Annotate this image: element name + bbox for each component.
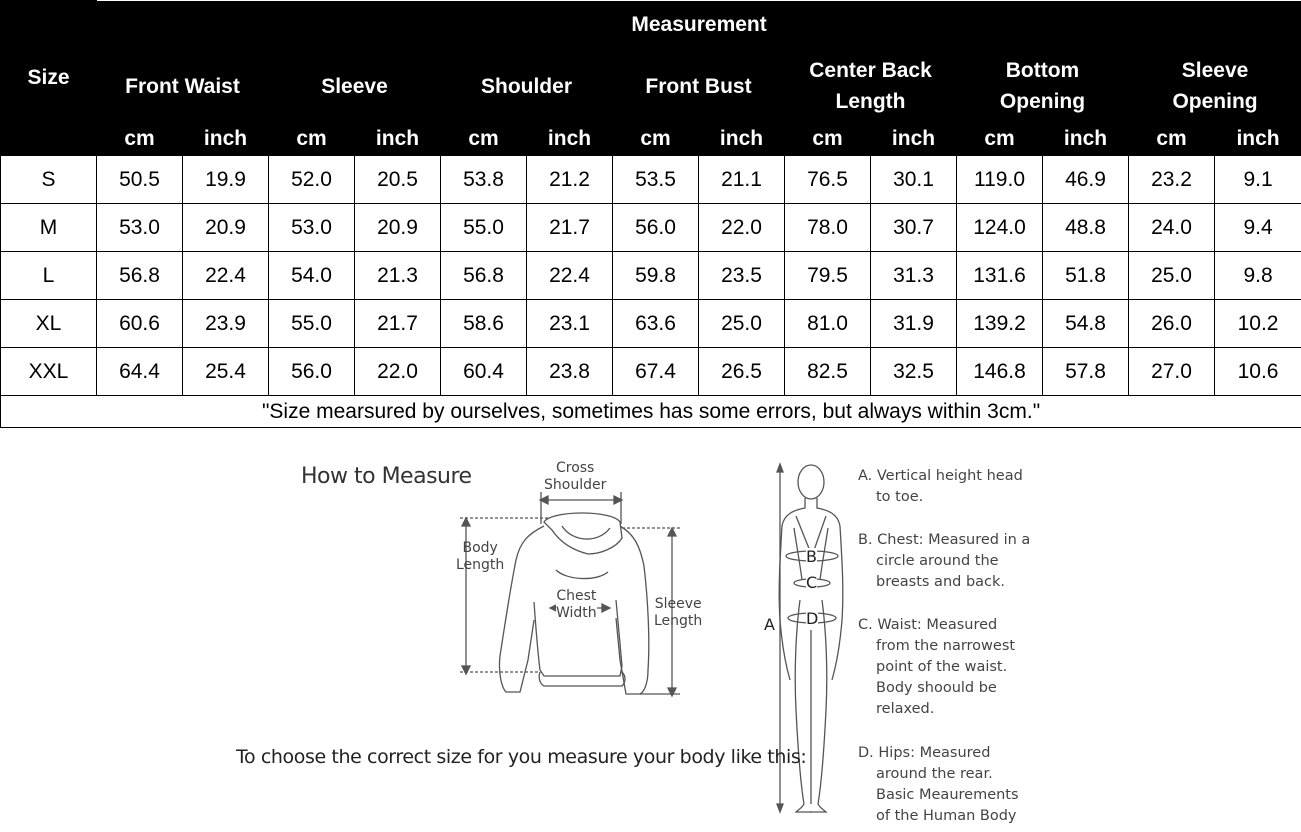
how-to-measure-section (0, 430, 1301, 832)
measurement-note: A. Vertical height head to toe. (858, 468, 1023, 505)
measurement-cell: 79.5 (785, 252, 871, 300)
unit-inch-header: inch (1215, 123, 1301, 156)
size-cell: XXL (1, 348, 97, 396)
sleeve-length-label: Sleeve Length (654, 596, 703, 629)
chest-width-label: Chest Width (556, 588, 597, 621)
choose-size-instruction: To choose the correct size for you measure your body like this: (236, 746, 807, 768)
measurement-cell: 25.0 (1129, 252, 1215, 300)
measurement-cell: 31.9 (871, 300, 957, 348)
measurement-cell: 22.0 (699, 204, 785, 252)
measurement-cell: 9.1 (1215, 156, 1301, 204)
measurement-cell: 53.0 (269, 204, 355, 252)
measurement-cell: 21.2 (527, 156, 613, 204)
measurement-diagram (0, 430, 1301, 832)
unit-inch-header: inch (355, 123, 441, 156)
group-header: Sleeve (269, 50, 441, 123)
measurement-cell: 26.5 (699, 348, 785, 396)
measurement-note: D. Hips: Measured around the rear. Basic Meaurements of the Human Body (858, 745, 1019, 824)
measurement-cell: 124.0 (957, 204, 1043, 252)
group-header: Bottom Opening (957, 50, 1129, 123)
measurement-cell: 30.7 (871, 204, 957, 252)
size-header: Size (1, 1, 97, 156)
figure-label-d: D (806, 609, 819, 628)
measurement-cell: 56.0 (613, 204, 699, 252)
size-cell: XL (1, 300, 97, 348)
measurement-cell: 81.0 (785, 300, 871, 348)
measurement-note: C. Waist: Measured from the narrowest point of the waist. Body shoould be relaxed. (858, 617, 1016, 717)
figure-label-c: C (806, 573, 818, 592)
measurement-cell: 55.0 (269, 300, 355, 348)
unit-cm-header: cm (269, 123, 355, 156)
unit-cm-header: cm (97, 123, 183, 156)
group-header: Shoulder (441, 50, 613, 123)
unit-inch-header: inch (699, 123, 785, 156)
measurement-cell: 60.6 (97, 300, 183, 348)
measurement-cell: 23.9 (183, 300, 269, 348)
measurement-cell: 23.2 (1129, 156, 1215, 204)
cross-shoulder-label: Cross Shoulder (544, 460, 607, 493)
how-to-measure-title: How to Measure (301, 464, 472, 489)
measurement-cell: 9.4 (1215, 204, 1301, 252)
measurement-cell: 58.6 (441, 300, 527, 348)
measurement-cell: 24.0 (1129, 204, 1215, 252)
group-header: Center Back Length (785, 50, 957, 123)
measurement-cell: 52.0 (269, 156, 355, 204)
size-cell: M (1, 204, 97, 252)
measurement-cell: 119.0 (957, 156, 1043, 204)
measurement-cell: 146.8 (957, 348, 1043, 396)
unit-cm-header: cm (1129, 123, 1215, 156)
measurement-cell: 46.9 (1043, 156, 1129, 204)
measurement-cell: 131.6 (957, 252, 1043, 300)
measurement-cell: 21.3 (355, 252, 441, 300)
measurement-cell: 27.0 (1129, 348, 1215, 396)
measurement-cell: 59.8 (613, 252, 699, 300)
unit-cm-header: cm (957, 123, 1043, 156)
measurement-cell: 48.8 (1043, 204, 1129, 252)
table-row (1, 204, 1301, 252)
group-header: Front Waist (97, 50, 269, 123)
body-length-label: Body Length (456, 540, 505, 573)
size-cell: S (1, 156, 97, 204)
measurement-cell: 10.2 (1215, 300, 1301, 348)
measurement-cell: 51.8 (1043, 252, 1129, 300)
measurement-cell: 23.8 (527, 348, 613, 396)
measurement-cell: 25.0 (699, 300, 785, 348)
measurement-cell: 54.0 (269, 252, 355, 300)
measurement-cell: 56.8 (441, 252, 527, 300)
measurement-cell: 63.6 (613, 300, 699, 348)
measurement-cell: 67.4 (613, 348, 699, 396)
measurement-cell: 10.6 (1215, 348, 1301, 396)
measurement-cell: 55.0 (441, 204, 527, 252)
unit-inch-header: inch (527, 123, 613, 156)
unit-inch-header: inch (1043, 123, 1129, 156)
figure-label-a: A (764, 615, 775, 634)
measurement-note: B. Chest: Measured in a circle around the breasts and back. (858, 532, 1031, 590)
table-row (1, 348, 1301, 396)
measurement-cell: 20.9 (355, 204, 441, 252)
table-row (1, 300, 1301, 348)
measurement-cell: 21.7 (355, 300, 441, 348)
measurement-cell: 54.8 (1043, 300, 1129, 348)
size-footnote: "Size mearsured by ourselves, sometimes has some errors, but always within 3cm." (1, 396, 1301, 428)
measurement-cell: 32.5 (871, 348, 957, 396)
measurement-cell: 21.1 (699, 156, 785, 204)
group-header: Sleeve Opening (1129, 50, 1301, 123)
measurement-cell: 60.4 (441, 348, 527, 396)
measurement-cell: 53.5 (613, 156, 699, 204)
table-row (1, 156, 1301, 204)
measurement-cell: 82.5 (785, 348, 871, 396)
figure-label-b: B (806, 547, 817, 566)
measurement-cell: 22.0 (355, 348, 441, 396)
unit-cm-header: cm (785, 123, 871, 156)
measurement-cell: 78.0 (785, 204, 871, 252)
group-header: Front Bust (613, 50, 785, 123)
measurement-cell: 19.9 (183, 156, 269, 204)
measurement-cell: 22.4 (527, 252, 613, 300)
unit-inch-header: inch (871, 123, 957, 156)
table-row (1, 252, 1301, 300)
measurement-cell: 23.5 (699, 252, 785, 300)
unit-cm-header: cm (441, 123, 527, 156)
measurement-cell: 53.0 (97, 204, 183, 252)
measurement-cell: 20.9 (183, 204, 269, 252)
unit-inch-header: inch (183, 123, 269, 156)
measurement-cell: 56.0 (269, 348, 355, 396)
measurement-cell: 30.1 (871, 156, 957, 204)
measurement-header: Measurement (97, 1, 1301, 50)
measurement-cell: 23.1 (527, 300, 613, 348)
measurement-cell: 139.2 (957, 300, 1043, 348)
measurement-cell: 53.8 (441, 156, 527, 204)
measurement-cell: 25.4 (183, 348, 269, 396)
measurement-cell: 64.4 (97, 348, 183, 396)
measurement-cell: 26.0 (1129, 300, 1215, 348)
measurement-cell: 21.7 (527, 204, 613, 252)
measurement-cell: 31.3 (871, 252, 957, 300)
unit-cm-header: cm (613, 123, 699, 156)
measurement-cell: 22.4 (183, 252, 269, 300)
measurement-cell: 76.5 (785, 156, 871, 204)
measurement-cell: 20.5 (355, 156, 441, 204)
measurement-cell: 56.8 (97, 252, 183, 300)
measurement-cell: 57.8 (1043, 348, 1129, 396)
measurement-cell: 9.8 (1215, 252, 1301, 300)
size-cell: L (1, 252, 97, 300)
measurement-cell: 50.5 (97, 156, 183, 204)
